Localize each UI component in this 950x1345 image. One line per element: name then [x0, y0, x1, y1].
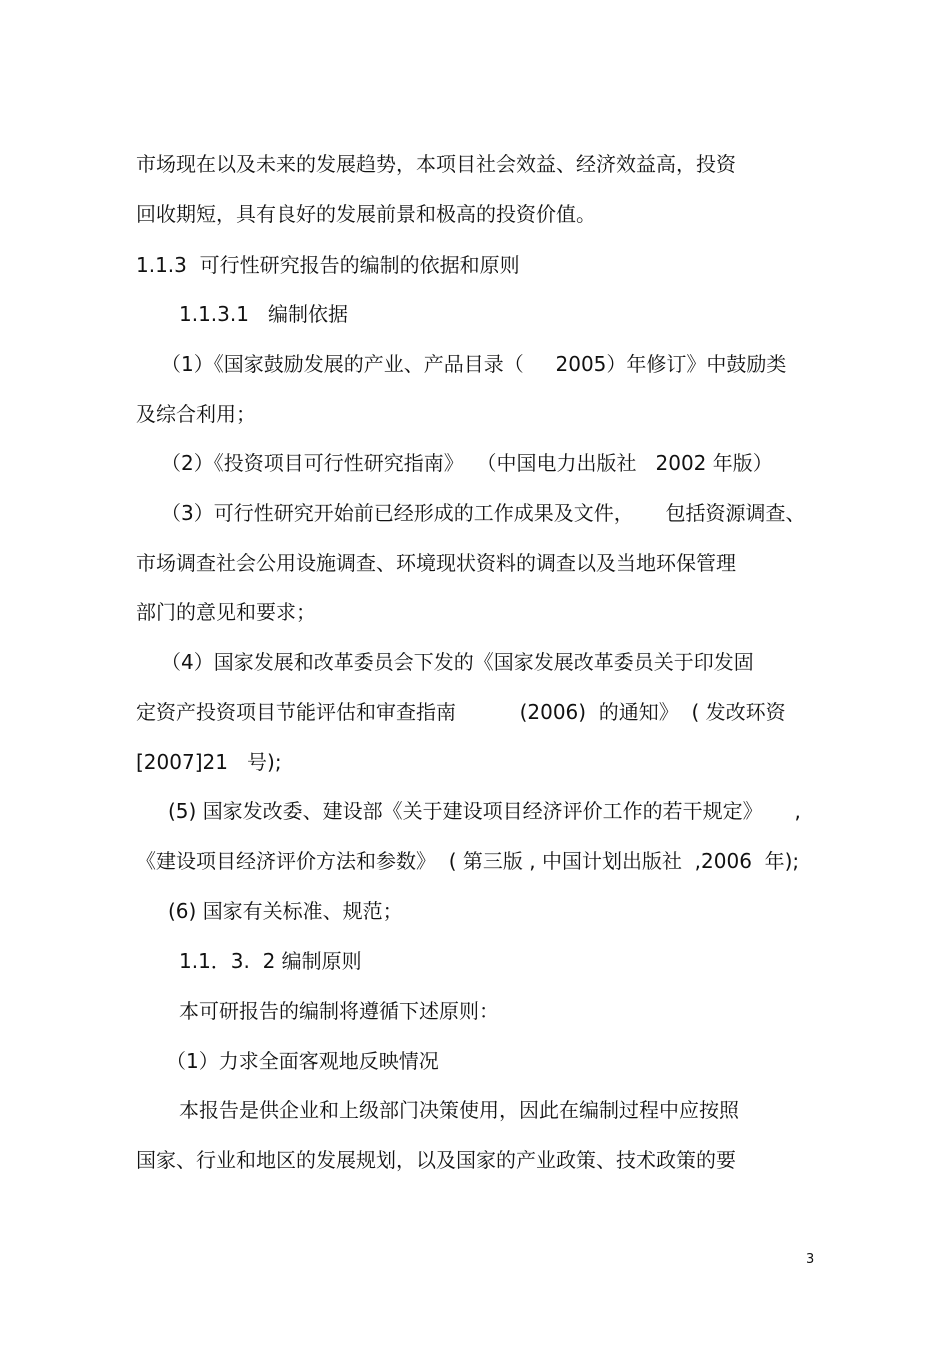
subsection-heading: 1.1．3. 2 编制原则 [179, 949, 362, 973]
paragraph-line: 《建设项目经济评价方法和参数》 ( 第三版 , 中国计划出版社 ,2006 年); [136, 849, 800, 873]
paragraph-line: 国家、行业和地区的发展规划，以及国家的产业政策、技术政策的要 [136, 1148, 736, 1172]
subsection-heading: 1.1.3.1 编制依据 [179, 302, 349, 326]
page-number: 3 [806, 1252, 815, 1267]
paragraph-line: 市场现在以及未来的发展趋势，本项目社会效益、经济效益高，投资 [136, 152, 736, 176]
paragraph-line: 市场调查社会公用设施调查、环境现状资料的调查以及当地环保管理 [136, 551, 736, 575]
list-item: (5) 国家发改委、建设部《关于建设项目经济评价工作的若干规定》 , [168, 799, 801, 823]
section-heading: 1.1.3 可行性研究报告的编制的依据和原则 [136, 253, 520, 277]
paragraph-line: 本报告是供企业和上级部门决策使用，因此在编制过程中应按照 [179, 1098, 739, 1122]
list-item: （1）力求全面客观地反映情况 [166, 1049, 439, 1073]
paragraph-line: 回收期短，具有良好的发展前景和极高的投资价值。 [136, 202, 596, 226]
paragraph-line: 定资产投资项目节能评估和审查指南 (2006) 的通知》 ( 发改环资 [136, 700, 786, 724]
list-item: （3）可行性研究开始前已经形成的工作成果及文件， 包括资源调查、 [161, 501, 806, 525]
paragraph-line: 部门的意见和要求； [136, 600, 316, 624]
paragraph-line: 本可研报告的编制将遵循下述原则： [179, 999, 499, 1023]
list-item: （4）国家发展和改革委员会下发的《国家发展改革委员关于印发固 [161, 650, 754, 674]
list-item: （1）《国家鼓励发展的产业、产品目录（ 2005）年修订》中鼓励类 [161, 352, 787, 376]
paragraph-line: [2007]21 号); [136, 750, 282, 774]
list-item: (6) 国家有关标准、规范； [168, 899, 403, 923]
list-item: （2）《投资项目可行性研究指南》 （中国电力出版社 2002 年版） [161, 451, 773, 475]
paragraph-line: 及综合利用； [136, 402, 256, 426]
